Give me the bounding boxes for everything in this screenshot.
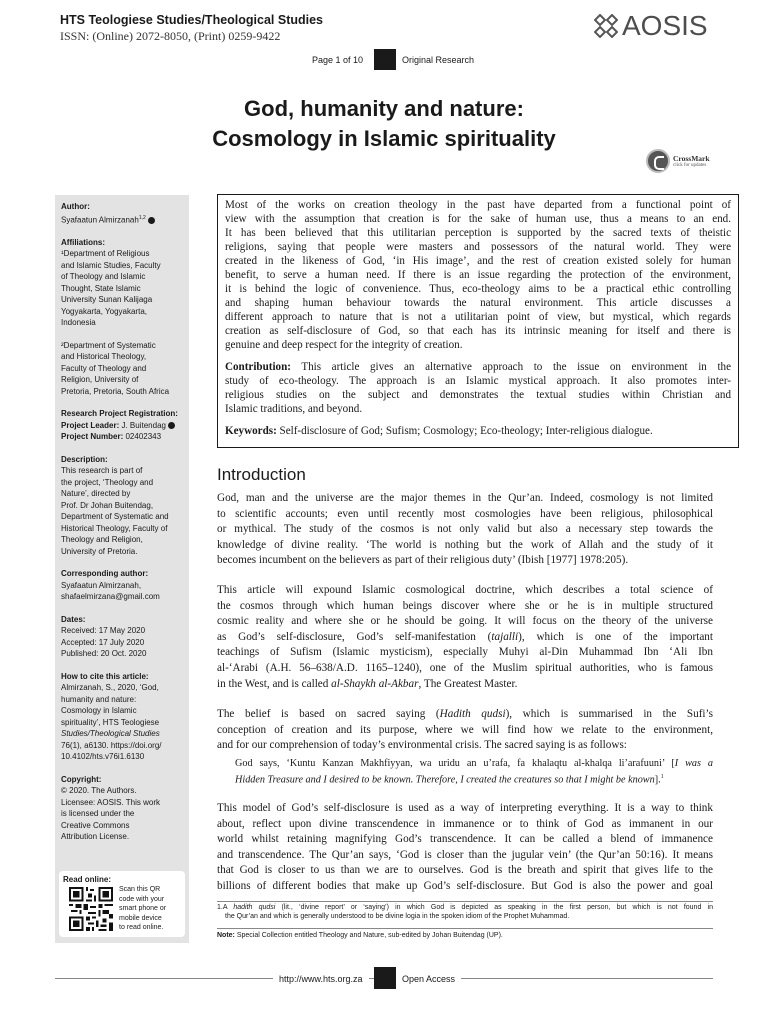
crossmark-icon — [646, 149, 670, 173]
keywords-label: Keywords: — [225, 425, 277, 437]
author-sup: 1,2 — [138, 214, 146, 221]
hadith-quote: God says, ‘Kuntu Kanzan Makhfiyyan, wa uridu an u’rafa, fa khalaqtu al-khalqa li’arafuuni’ [I was a Hidden Treasure and I desired to be known. Therefore, I created the creatures so that I might be known].$^1$ — [235, 758, 713, 785]
footer-url[interactable]: http://www.hts.org.za — [273, 972, 369, 986]
footer-block — [374, 967, 396, 989]
paragraph-2: This article will expound Islamic cosmological doctrine, which describes a total science of the cosmos through which human beings discover where she or he is in multiple structured cosmic reality and where she or he should be going. It will focus on the theory of the universe as God’s self-disclosure, God’s self-manifestation (tajalli), which is one of the important teachings of Sufism (Islamic mysticism), especially Muhyi al-Din Muhammad Ibn ‘Ali Ibn al-‘Arabi (A.H. 56–638/A.D. 1165–1240), one of the Muslim spiritual authorities, who is famous in the West, and is called al-Shaykh al-Akbar, The Greatest Master. — [217, 584, 714, 690]
research-registration-label: Research Project Registration: — [61, 409, 178, 419]
doi-link[interactable]: 10.4102/hts.v76i1.6130 — [61, 752, 145, 762]
orcid-icon[interactable] — [168, 422, 175, 429]
footnote-divider — [217, 901, 713, 902]
read-online-label: Read online: — [63, 875, 112, 884]
paragraph-4: This model of God’s self-disclosure is used as a way of interpreting everything. It is a way to think about, reflect upon divine transcendence in immanence or to think of God as immanent in our world whilst retaining magnifying God’s transcendence. It can be called a blend of immanence and transcendence. The Qur’an says, ‘God is closer than the jugular vein’ (the Qur’an 50:16). It means that God is closer to us than we are to ourselves. God is the breath and spirit that gives life to the billions of different bodies that make up God’s self-disclosure. But God is also the power and goal — [217, 802, 713, 892]
crossmark-sublabel: click for updates — [673, 163, 707, 168]
date-accepted: Accepted: 17 July 2020 — [61, 637, 145, 647]
abstract-box — [217, 194, 739, 448]
project-leader-label: Project Leader: — [61, 420, 120, 430]
corresponding-author-email[interactable]: shafaelmirzana@gmail.com — [61, 592, 160, 602]
copyright-text: © 2020. The Authors. Licensee: AOSIS. This work is licensed under the Creative Commons Attribution License. — [61, 786, 161, 842]
qr-code-icon[interactable] — [69, 887, 113, 931]
paragraph-1: God, man and the universe are the major themes in the Qur’an. Indeed, cosmology is not limited to scientific accounts; even until recently most cosmologies have been religious, philosophical or mythical. The study of the cosmos is not only valid but also a necessary step towards the knowledge of divine reality. ‘The world is nothing but the work of Allah and the study of it becomes incumbent on the believers as part of their religious duty’ (Ibish [1977] 1978:205). — [217, 492, 713, 567]
affiliation-1: ¹Department of Religious and Islamic Studies, Faculty of Theology and Islamic Thought, State Islamic University Sunan Kalijaga Yogyakarta, Yogyakarta, Indonesia — [61, 249, 161, 328]
corresponding-author-label: Corresponding author: — [61, 569, 149, 579]
aosis-logo[interactable] — [594, 12, 708, 40]
how-to-cite-label: How to cite this article: — [61, 671, 149, 681]
project-leader: J. Buitendag — [121, 420, 166, 430]
orcid-icon[interactable] — [148, 217, 155, 224]
keywords-text: Keywords: Self-disclosure of God; Sufism; Cosmology; Eco-theology; Inter-religious dialogue. — [225, 425, 653, 437]
article-type: Original Research — [402, 55, 475, 65]
description-text: This research is part of the project, ‘Theology and Nature’, directed by Prof. Dr Johan Buitendag, Department of Systematic and Historical Theology, Faculty of Theology and Religion, University of Pretoria. — [61, 466, 169, 556]
corresponding-author-name: Syafaatun Almirzanah, — [61, 580, 142, 590]
affiliation-2: ²Department of Systematic and Historical Theology, Faculty of Theology and Religion, University of Pretoria, Pretoria, South Africa — [61, 340, 170, 396]
contribution-text: Contribution: This article gives an alternative approach to the issue on environment in the study of eco-theology. The approach is an Islamic mystical approach. It also promotes inter- religious studies on the subject and demonstrates the textual studies within Christian and Islamic traditions, and beyond. — [225, 361, 731, 415]
abstract-text: Most of the works on creation theology in the past have departed from a functional point of view with the assumption that creation is for the sake of human use, thus a means to an end. It has been believed that this utilitarian perception is supported by the sacred texts of theistic religions, saying that people were masters and possessors of the natural world. They were created in the likeness of God, ‘in His image’, and the rest of creation existed solely for human benefit, to serve a human need. If there is an issue regarding the protection of the environment, it is behind the logic of convenience. Thus, eco-theology aims to be a practical ethic controlling and shaping human behaviour towards the natural environment. This article discusses a different approach to nature that is not a utilitarian point of view, but mystical, which regards creation as self-disclosure of God, so that each has its intrinsic meaning for itself and there is genuine and deep respect for the integrity of creation. — [225, 199, 731, 351]
read-online-box — [59, 871, 185, 937]
project-number-label: Project Number: — [61, 432, 124, 442]
article-info-sidebar — [55, 195, 189, 943]
qr-instructions: Scan this QR code with your smart phone or mobile device to read online. — [119, 886, 167, 932]
section-heading-introduction: Introduction — [217, 465, 306, 484]
aosis-logo-icon — [594, 14, 618, 38]
header-block — [374, 49, 396, 70]
date-received: Received: 17 May 2020 — [61, 626, 146, 636]
date-published: Published: 20 Oct. 2020 — [61, 649, 147, 659]
aosis-logo-text: AOSIS — [622, 10, 708, 41]
project-number: 02402343 — [125, 432, 162, 442]
description-label: Description: — [61, 454, 108, 464]
article-title-line-1: God, humanity and nature: — [244, 96, 524, 121]
footnote-1: 1.A hadith qudsi (lit., ‘divine report’ or ‘saying’) in which God is depicted as speaking in the first person, but which is not found in the Qur’an and which is generally understood to be divine logia in the spoken idiom of the Prophet Muhammad. — [217, 904, 713, 921]
paragraph-3: The belief is based on sacred saying (Hadith qudsi), which is summarised in the Sufi’s conception of creation and its purpose, where we will find how we relate to the environment, and for our comprehension of today’s environmental crisis. The sacred saying is as follows: — [217, 708, 713, 752]
dates-label: Dates: — [61, 614, 86, 624]
crossmark-badge[interactable] — [646, 149, 710, 173]
copyright-label: Copyright: — [61, 774, 102, 784]
issn: ISSN: (Online) 2072-8050, (Print) 0259-9422 — [60, 29, 281, 43]
collection-note: Note: Special Collection entitled Theology and Nature, sub-edited by Johan Buitendag (UP). — [217, 932, 503, 939]
page-number: Page 1 of 10 — [312, 55, 364, 65]
note-divider — [217, 928, 713, 929]
footer-open-access: Open Access — [396, 972, 461, 986]
citation-text: Almirzanah, S., 2020, ‘God, humanity and nature: Cosmology in Islamic spirituality’, HTS Teologiese Studies/Theological Studies 76(1), a6130. https://doi.org/ 10.4102/hts.v76i1.6130 — [61, 682, 184, 763]
footnote-ref[interactable]: 1 — [660, 773, 664, 780]
author-name: Syafaatun Almirzanah — [61, 215, 139, 225]
contribution-label: Contribution: — [225, 361, 291, 373]
journal-name: HTS Teologiese Studies/Theological Studies — [60, 13, 324, 27]
crossmark-label: CrossMark — [673, 154, 710, 163]
author-label: Author: — [61, 202, 90, 211]
affiliations-label: Affiliations: — [61, 237, 105, 247]
article-title-line-2: Cosmology in Islamic spirituality — [212, 126, 556, 151]
